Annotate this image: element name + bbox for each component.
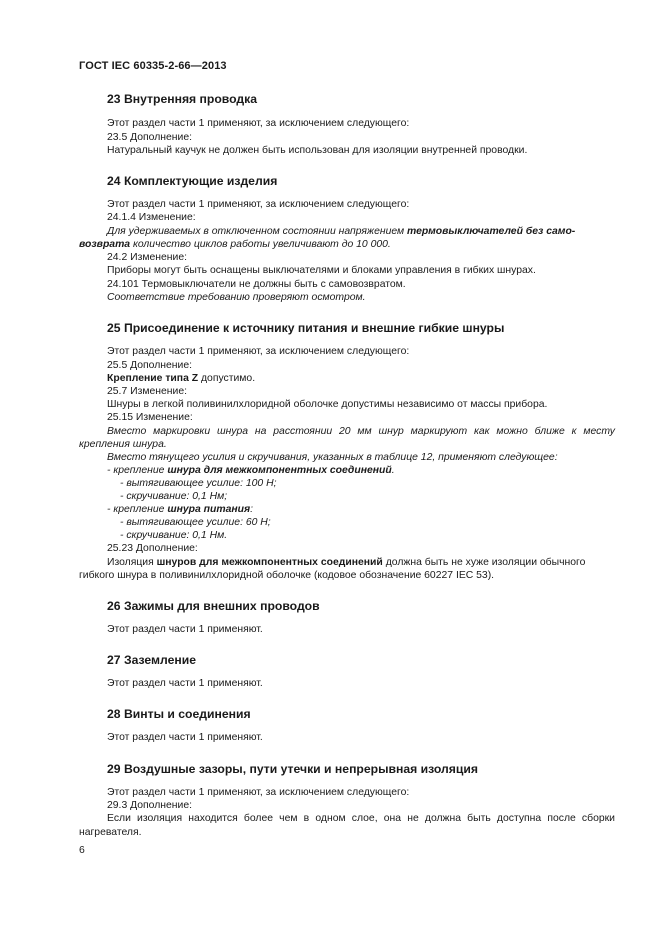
term-emphasis: шнура для межкомпонентных соединений — [167, 465, 392, 476]
section-23-line: 23.5 Дополнение: — [107, 132, 193, 143]
section-24-line — [79, 238, 391, 252]
section-29-paragraph: Если изоляция находится более чем в одном слое, она не должна быть доступна после сборки нагревателя. — [79, 813, 615, 838]
section-24-intro: Этот раздел части 1 применяют, за исключением следующего: — [107, 199, 410, 210]
section-24-line: 24.2 Изменение: — [107, 252, 187, 263]
section-29-line: 29.3 Дополнение: — [107, 800, 193, 811]
term-emphasis: возврата — [79, 239, 131, 250]
section-29-heading: 29 Воздушные зазоры, пути утечки и непрерывная изоляция — [107, 762, 478, 776]
section-24-line — [107, 225, 575, 239]
text-run: Изоляция — [107, 557, 157, 568]
section-26-heading: 26 Зажимы для внешних проводов — [107, 599, 320, 613]
text-run: - крепление — [107, 504, 168, 515]
bullet-item — [107, 464, 395, 478]
section-25-line: 25.23 Дополнение: — [107, 543, 198, 554]
text-run: : — [250, 504, 253, 515]
section-24-line: 24.101 Термовыключатели не должны быть с самовозвратом. — [107, 279, 406, 290]
section-25-intro: Этот раздел части 1 применяют, за исключением следующего: — [107, 346, 410, 357]
section-25-line — [107, 556, 585, 570]
section-25-line: Вместо тянущего усилия и скручивания, указанных в таблице 12, применяют следующее: — [107, 452, 558, 463]
section-24-line: 24.1.4 Изменение: — [107, 212, 196, 223]
section-24-heading: 24 Комплектующие изделия — [107, 174, 278, 188]
text-run: допустимо. — [198, 373, 256, 384]
text-run: . — [391, 465, 395, 476]
text-run: должна быть не хуже изоляции обычного — [382, 557, 586, 568]
section-23-line: Натуральный каучук не должен быть использован для изоляции внутренней проводки. — [107, 145, 528, 156]
sub-bullet-item: - скручивание: 0,1 Нм; — [120, 491, 228, 502]
sub-bullet-item: - вытягивающее усилие: 60 Н; — [120, 517, 271, 528]
sub-bullet-item: - вытягивающее усилие: 100 Н; — [120, 478, 277, 489]
section-25-line: гибкого шнура в поливинилхлоридной оболочке (кодовое обозначение 60227 IEC 53). — [79, 570, 495, 581]
term-emphasis: термовыключателей без само- — [407, 226, 576, 237]
term-emphasis: Крепление типа Z — [107, 373, 199, 384]
text-run: - крепление — [107, 465, 168, 476]
section-27-heading: 27 Заземление — [107, 653, 197, 667]
section-26-intro: Этот раздел части 1 применяют. — [107, 624, 263, 635]
section-24-line: Приборы могут быть оснащены выключателями и блоками управления в гибких шнурах. — [107, 265, 536, 276]
section-25-heading: 25 Присоединение к источнику питания и внешние гибкие шнуры — [107, 321, 505, 335]
page-number: 6 — [79, 845, 85, 856]
section-25-line — [107, 372, 255, 386]
section-24-compliance: Соответствие требованию проверяют осмотром. — [107, 292, 366, 303]
term-emphasis: шнура питания — [167, 504, 251, 515]
term-emphasis: шнуров для межкомпонентных соединений — [156, 557, 383, 568]
text-run: количество циклов работы увеличивают до 10 000. — [130, 239, 391, 250]
sub-bullet-item: - скручивание: 0,1 Нм. — [120, 530, 228, 541]
section-25-line: 25.15 Изменение: — [107, 412, 193, 423]
section-25-line: Вместо маркировки шнура на расстоянии 20 мм шнур маркируют как можно ближе к месту — [107, 426, 615, 437]
section-25-line: Шнуры в легкой поливинилхлоридной оболочке допустимы независимо от массы прибора. — [107, 399, 548, 410]
section-23-intro: Этот раздел части 1 применяют, за исключением следующего: — [107, 118, 410, 129]
section-25-line: крепления шнура. — [79, 439, 167, 450]
section-25-line: 25.5 Дополнение: — [107, 360, 193, 371]
section-27-intro: Этот раздел части 1 применяют. — [107, 678, 263, 689]
bullet-item — [107, 503, 253, 517]
section-23-heading: 23 Внутренняя проводка — [107, 92, 258, 106]
section-28-heading: 28 Винты и соединения — [107, 707, 251, 721]
standard-id-header: ГОСТ IEC 60335-2-66—2013 — [79, 60, 227, 72]
section-25-line: 25.7 Изменение: — [107, 386, 187, 397]
section-28-intro: Этот раздел части 1 применяют. — [107, 732, 263, 743]
text-run: Для удерживаемых в отключенном состоянии напряжением — [107, 226, 408, 237]
section-29-intro: Этот раздел части 1 применяют, за исключением следующего: — [107, 787, 410, 798]
